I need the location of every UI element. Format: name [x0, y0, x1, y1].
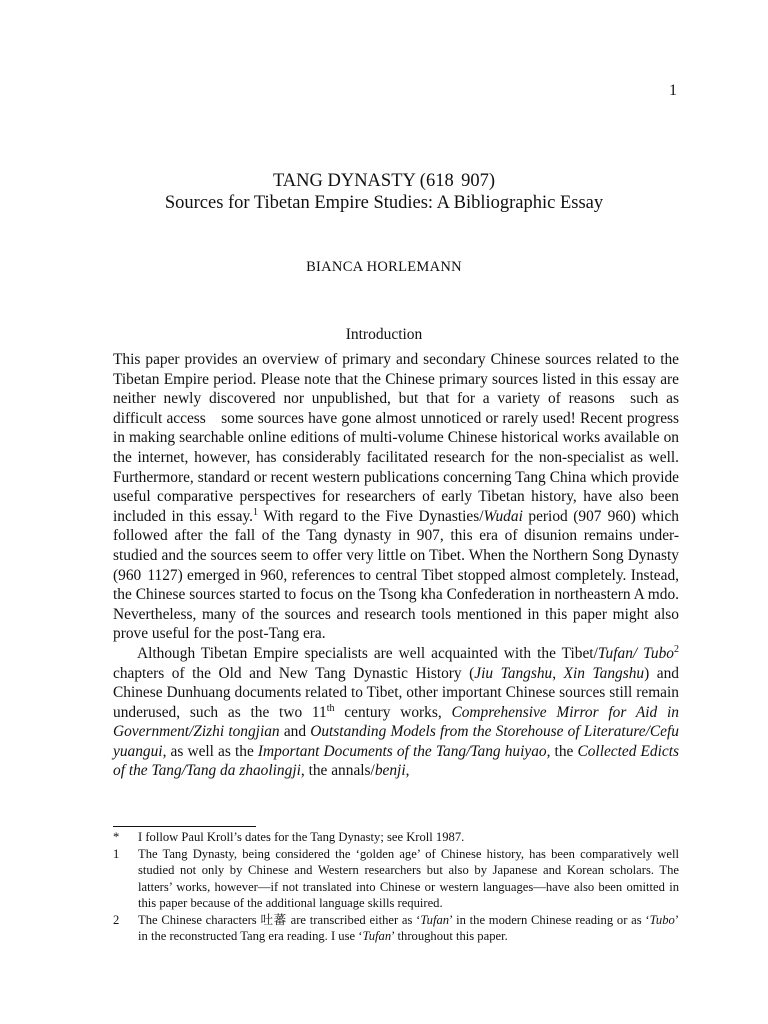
- footnote-mark: *: [113, 830, 120, 844]
- body-text: [113, 350, 679, 781]
- footnotes: [113, 829, 679, 945]
- paragraph-2: Although Tibetan Empire specialists are well acquainted with the Tibet/Tufan/ Tubo$^2$ chapters of the Old and New Tang Dynastic History (Jiu Tangshu, Xin Tangshu) and Chinese Dunhuang documents related to Tibet, other important Chinese sources still remain underused, such as the two 11th century works, Comprehensive Mirror for Aid in Government/Zizhi tongjian and Outstanding Models from the Storehouse of Literature/Cefu yuangui, as well as the Important Documents of the Tang/Tang huiyao, the Collected Edicts of the Tang/Tang da zhaolingji, the annals/benji,: [113, 643, 679, 780]
- paper-title: TANG DYNASTY (618 907): [272, 171, 496, 191]
- author-name: BIANCA HORLEMANN: [306, 259, 462, 275]
- footnote-text: The Tang Dynasty, being considered the ‘golden age’ of Chinese history, has been comparatively well studied not only by Chinese and Western researchers but also by Japanese and Korean scholars. The latters’ works, however—if not translated into Chinese or western languages—have also been omitted in this paper because of the additional language skills required.: [138, 847, 679, 910]
- footnote-ref-2: 2: [673, 643, 679, 655]
- footnote-star: [113, 829, 679, 845]
- footnote-ref-1: 1: [253, 506, 258, 518]
- footnote-mark: 1: [113, 847, 120, 862]
- footnote-text: I follow Paul Kroll’s dates for the Tang Dynasty; see Kroll 1987.: [138, 830, 465, 844]
- footnote-mark: 2: [113, 913, 120, 928]
- footnote-1: [113, 846, 679, 911]
- footnote-text: The Chinese characters 吐蕃 are transcribed either as ‘Tufan’ in the modern Chinese reading or as ‘Tubo’ in the reconstructed Tang era reading. I use ‘Tufan’ throughout this paper.: [138, 913, 680, 944]
- paragraph-1: This paper provides an overview of primary and secondary Chinese sources related to the Tibetan Empire period. Please note that the Chinese primary sources listed in this essay are neither newly discovered nor unpublished, but that for a variety of reasons such as difficult access some sources have gone almost unnoticed or rarely used! Recent progress in making searchable online editions of multi-volume Chinese historical works available on the internet, however, has considerably facilitated research for the non-specialist as well. Furthermore, standard or recent western publications concerning Tang China which provide useful comparative perspectives for researchers of early Tibetan history, have also been included in this essay.$^1$ With regard to the Five Dynasties/Wudai period (907 960) which followed after the fall of the Tang dynasty in 907, this era of disunion remains under-studied and the sources seem to offer very little on Tibet. When the Northern Song Dynasty (960 1127) emerged in 960, references to central Tibet stopped almost completely. Instead, the Chinese sources started to focus on the Tsong kha Confederation in northeastern A mdo. Nevertheless, many of the sources and research tools mentioned in this paper might also prove useful for the post-Tang era.: [113, 351, 679, 643]
- page-number: 1: [669, 82, 677, 99]
- footnote-rule: [113, 826, 256, 827]
- section-heading-introduction: Introduction: [345, 326, 423, 343]
- paper-subtitle: Sources for Tibetan Empire Studies: A Bibliographic Essay: [164, 193, 604, 213]
- footnote-2: [113, 912, 679, 944]
